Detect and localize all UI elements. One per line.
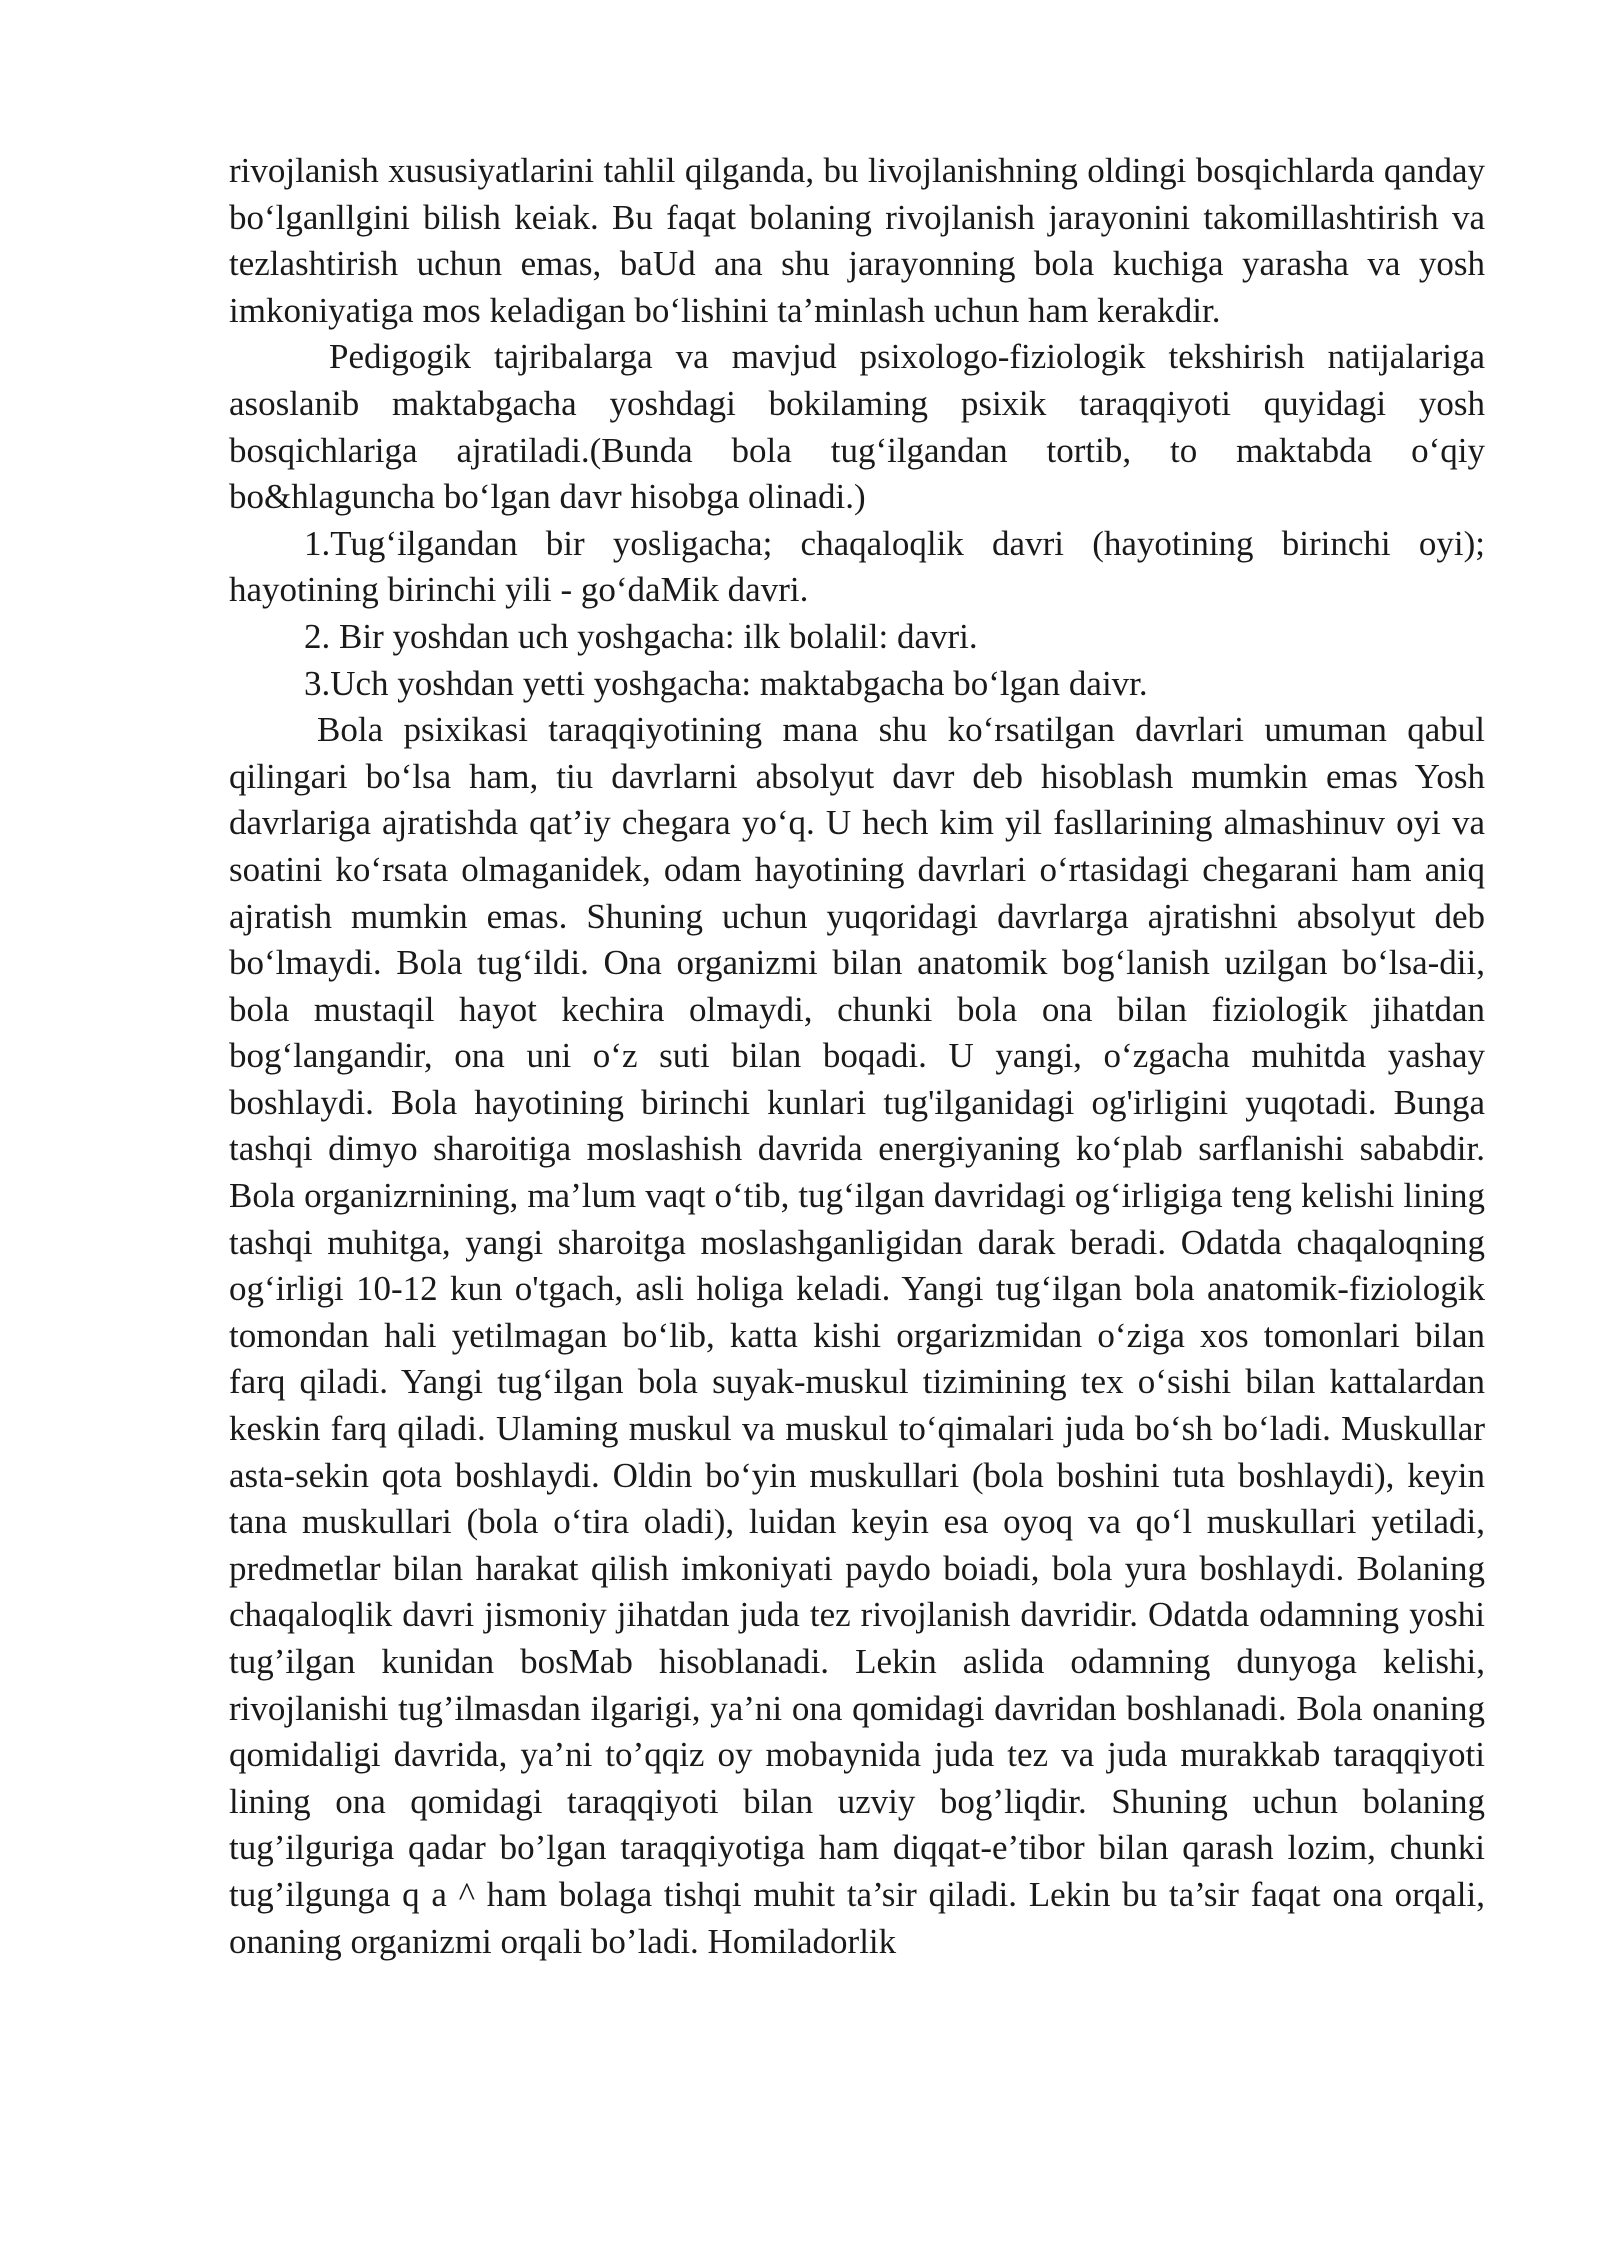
paragraph-development-periods: Bola psixikasi taraqqiyotining mana shu ko‘rsatilgan davrlari umuman qabul qilingari bo‘lsa ham, tiu davrlarni absolyut davr deb hisoblash mumkin emas Yosh davrlariga ajratishda qat’iy chegara yo‘q. U hech kim yil fasllarining almashinuv oyi va soatini ko‘rsata olmaganidek, odam hayotining davrlari o‘rtasidagi chegarani ham aniq ajratish mumkin emas. Shuning uchun yuqoridagi davrlarga ajratishni absolyut deb bo‘lmaydi. Bola tug‘ildi. Ona organizmi bilan anatomik bog‘lanish uzilgan bo‘lsa-dii, bola mustaqil hayot kechira olmaydi, chunki bola ona bilan fiziologik jihatdan bog‘langandir, ona uni o‘z suti bilan boqadi. U yangi, o‘zgacha muhitda yashay boshlaydi. Bola hayotining birinchi kunlari tug'ilganidagi og'irligini yuqotadi. Bunga tashqi dimyo sharoitiga moslashish davrida energiyaning ko‘plab sarflanishi sababdir. Bola organizrnining, ma’lum vaqt o‘tib, tug‘ilgan davridagi og‘irligiga teng kelishi lining tashqi muhitga, yangi sharoitga moslashganligidan darak beradi. Odatda chaqaloqning og‘irligi 10-12 kun o'tgach, asli holiga keladi. Yangi tug‘ilgan bola anatomik-fiziologik tomondan hali yetilmagan bo‘lib, katta kishi orgarizmidan o‘ziga xos tomonlari bilan farq qiladi. Yangi tug‘ilgan bola suyak-muskul tizimining tex o‘sishi bilan kattalardan keskin farq qiladi. Ulaming muskul va muskul to‘qimalari juda bo‘sh bo‘ladi. Muskullar asta-sekin qota boshlaydi. Oldin bo‘yin muskullari (bola boshini tuta boshlaydi), keyin tana muskullari (bola o‘tira oladi), luidan keyin esa oyoq va qo‘l muskullari yetiladi, predmetlar bilan harakat qilish imkoniyati paydo boiadi, bola yura boshlaydi. Bolaning chaqaloqlik davri jismoniy jihatdan juda tez rivojlanish davridir. Odatda odamning yoshi tug’ilgan kunidan bosMab hisoblanadi. Lekin aslida odamning dunyoga kelishi, rivojlanishi tug’ilmasdan ilgarigi, ya’ni ona qomidagi davridan boshlanadi. Bola onaning qomidaligi davrida, ya’ni to’qqiz oy mobaynida juda tez va juda murakkab taraqqiyoti lining ona qomidagi taraqqiyoti bilan uzviy bog’liqdir. Shuning uchun bolaning tug’ilguriga qadar bo’lgan taraqqiyotiga ham diqqat-e’tibor bilan qarash lozim, chunki tug’ilgunga q a ^ ham bolaga tishqi muhit ta’sir qiladi. Lekin bu ta’sir faqat ona orqali, onaning organizmi orqali bo’ladi. Homiladorlik xyxy=(229,710,1485,1961)
paragraph-intro: rivojlanish xususiyatlarini tahlil qilganda, bu livojlanishning oldingi bosqichlarda qanday bo‘lganllgini bilish keiak. Bu faqat bolaning rivojlanish jarayonini takomillashtirish va tezlashtirish uchun emas, baUd ana shu jarayonning bola kuchiga yarasha va yosh imkoniyatiga mos keladigan bo‘lishini ta’minlash uchun ham kerakdir. xyxy=(229,151,1485,330)
document-page xyxy=(229,148,1485,1965)
paragraph-pedagogical-stages: Pedigogik tajribalarga va mavjud psixologo-fiziologik tekshirish natijalariga asoslanib maktabgacha yoshdagi bokilaming psixik taraqqiyoti quyidagi yosh bosqichlariga ajratiladi.(Bunda bola tug‘ilgandan tortib, to maktabda o‘qiy bo&hlaguncha bo‘lgan davr hisobga olinadi.) xyxy=(229,337,1485,517)
list-item-stage-2: 2. Bir yoshdan uch yoshgacha: ilk bolalil: davri. xyxy=(304,616,978,656)
list-item-stage-3: 3.Uch yoshdan yetti yoshgacha: maktabgacha bo‘lgan daivr. xyxy=(304,663,1148,703)
list-item-stage-1: 1.Tug‘ilgandan bir yosligacha; chaqaloqlik davri (hayotining birinchi oyi); hayotining birinchi yili - go‘daMik davri. xyxy=(229,523,1485,610)
